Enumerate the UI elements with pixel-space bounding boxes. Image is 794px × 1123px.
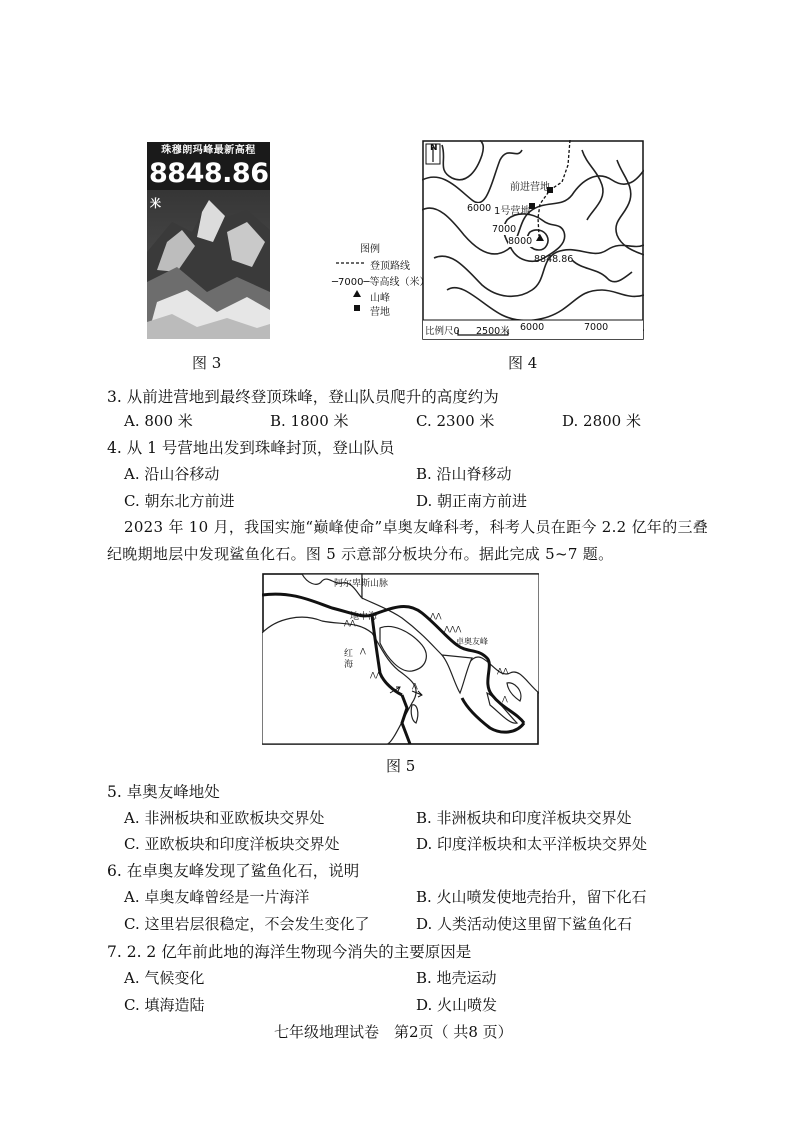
scale-label (425, 323, 460, 337)
poster-height-value (149, 159, 270, 219)
figure-4 (422, 140, 644, 340)
legend-peak: 山峰 (370, 293, 390, 304)
legend-route: 登顶路线 (370, 261, 410, 272)
svg-text:⋀⋀⋀: ⋀⋀⋀ (444, 625, 462, 633)
figure-5-caption: 图 5 (386, 757, 416, 775)
q7-option-d[interactable]: D. 火山喷发 (416, 996, 498, 1014)
figure-5 (262, 573, 539, 745)
q6-option-d[interactable]: D. 人类活动使这里留下鲨鱼化石 (416, 915, 633, 933)
scale-title: 比例尺 (425, 326, 454, 337)
page-footer: 七年级地理试卷 第2页（ 共8 页） (274, 1023, 513, 1041)
svg-text:⋀: ⋀ (360, 647, 366, 655)
label-bottom-7000: 7000 (584, 322, 609, 333)
q4-option-a[interactable]: A. 沿山谷移动 (124, 465, 220, 483)
height-number: 8848.86 (149, 158, 269, 189)
q6-option-a[interactable]: A. 卓奥友峰曾经是一片海洋 (124, 888, 310, 906)
q7-option-c[interactable]: C. 填海造陆 (124, 996, 205, 1014)
plate-map (262, 573, 539, 745)
legend-camp-icon (354, 305, 360, 311)
contour-map (422, 140, 644, 340)
figure-3-caption: 图 3 (192, 354, 222, 372)
passage-line-2: 纪晚期地层中发现鲨鱼化石。图 5 示意部分板块分布。据此完成 5~7 题。 (107, 545, 614, 563)
label-peak-elevation: 8848.86 (534, 254, 574, 265)
q7-option-b[interactable]: B. 地壳运动 (416, 969, 497, 987)
svg-text:⋀⋀: ⋀⋀ (497, 667, 509, 675)
q4-option-b[interactable]: B. 沿山脊移动 (416, 465, 512, 483)
label-contour-6000: 6000 (467, 203, 492, 214)
label-alps: 阿尔卑斯山脉 (334, 579, 389, 589)
q3-option-a[interactable]: A. 800 米 (124, 412, 193, 430)
q7-option-a[interactable]: A. 气候变化 (124, 969, 205, 987)
svg-text:⋀: ⋀ (412, 682, 418, 690)
q5-option-b[interactable]: B. 非洲板块和印度洋板块交界处 (416, 809, 632, 827)
north-label: N (430, 143, 438, 153)
label-cho-oyu: 卓奥友峰 (456, 637, 488, 646)
svg-text:⋀: ⋀ (502, 695, 508, 703)
q3-option-c[interactable]: C. 2300 米 (416, 412, 495, 430)
legend-title: 图例 (360, 244, 380, 255)
q5-option-a[interactable]: A. 非洲板块和亚欧板块交界处 (124, 809, 325, 827)
q4-option-c[interactable]: C. 朝东北方前进 (124, 492, 235, 510)
q4-option-d[interactable]: D. 朝正南方前进 (416, 492, 528, 510)
q6-option-b[interactable]: B. 火山喷发使地壳抬升，留下化石 (416, 888, 647, 906)
label-camp1: 1号营地 (494, 206, 531, 217)
question-6-stem: 6. 在卓奥友峰发现了鲨鱼化石，说明 (107, 862, 360, 880)
label-red-sea: 红海 (344, 649, 354, 670)
legend-camp: 营地 (370, 307, 390, 318)
legend-peak-icon (353, 290, 361, 297)
height-unit: 米 (150, 197, 161, 210)
label-advance-camp: 前进营地 (510, 182, 550, 193)
q3-option-b[interactable]: B. 1800 米 (270, 412, 349, 430)
scale-distance: 2500米 (476, 326, 510, 337)
passage-line-1: 2023 年 10 月，我国实施“巅峰使命”卓奥友峰科考，科考人员在距今 2.2 亿年的三叠 (124, 518, 709, 536)
question-4-stem: 4. 从 1 号营地出发到珠峰封顶，登山队员 (107, 439, 395, 457)
legend-contour-value: 7000 (338, 277, 364, 288)
question-7-stem: 7. 2. 2 亿年前此地的海洋生物现今消失的主要原因是 (107, 943, 472, 961)
question-5-stem: 5. 卓奥友峰地处 (107, 783, 220, 801)
question-3-stem: 3. 从前进营地到最终登顶珠峰，登山队员爬升的高度约为 (107, 388, 499, 406)
svg-text:⋀⋀: ⋀⋀ (430, 612, 442, 620)
figure-4-caption: 图 4 (508, 354, 538, 372)
scale-zero: 0 (453, 326, 460, 337)
q5-option-c[interactable]: C. 亚欧板块和印度洋板块交界处 (124, 835, 340, 853)
svg-text:⋀⋀: ⋀⋀ (344, 619, 356, 627)
figure-4-legend (330, 240, 430, 320)
q5-option-d[interactable]: D. 印度洋板块和太平洋板块交界处 (416, 835, 648, 853)
legend-contour-label: 等高线（米） (369, 277, 430, 288)
poster-banner: 珠穆朗玛峰最新高程 (161, 145, 256, 156)
label-mediterranean: 地中海 (350, 612, 378, 622)
q3-option-d[interactable]: D. 2800 米 (562, 412, 641, 430)
q6-option-c[interactable]: C. 这里岩层很稳定，不会发生变化了 (124, 915, 370, 933)
label-contour-7000: 7000 (492, 224, 517, 235)
figure-3 (147, 142, 270, 339)
legend-contour: ─7000─等高线（米） (332, 277, 430, 288)
svg-text:⋀⋀: ⋀⋀ (370, 671, 382, 679)
label-bottom-6000: 6000 (520, 322, 545, 333)
label-contour-8000: 8000 (508, 236, 533, 247)
